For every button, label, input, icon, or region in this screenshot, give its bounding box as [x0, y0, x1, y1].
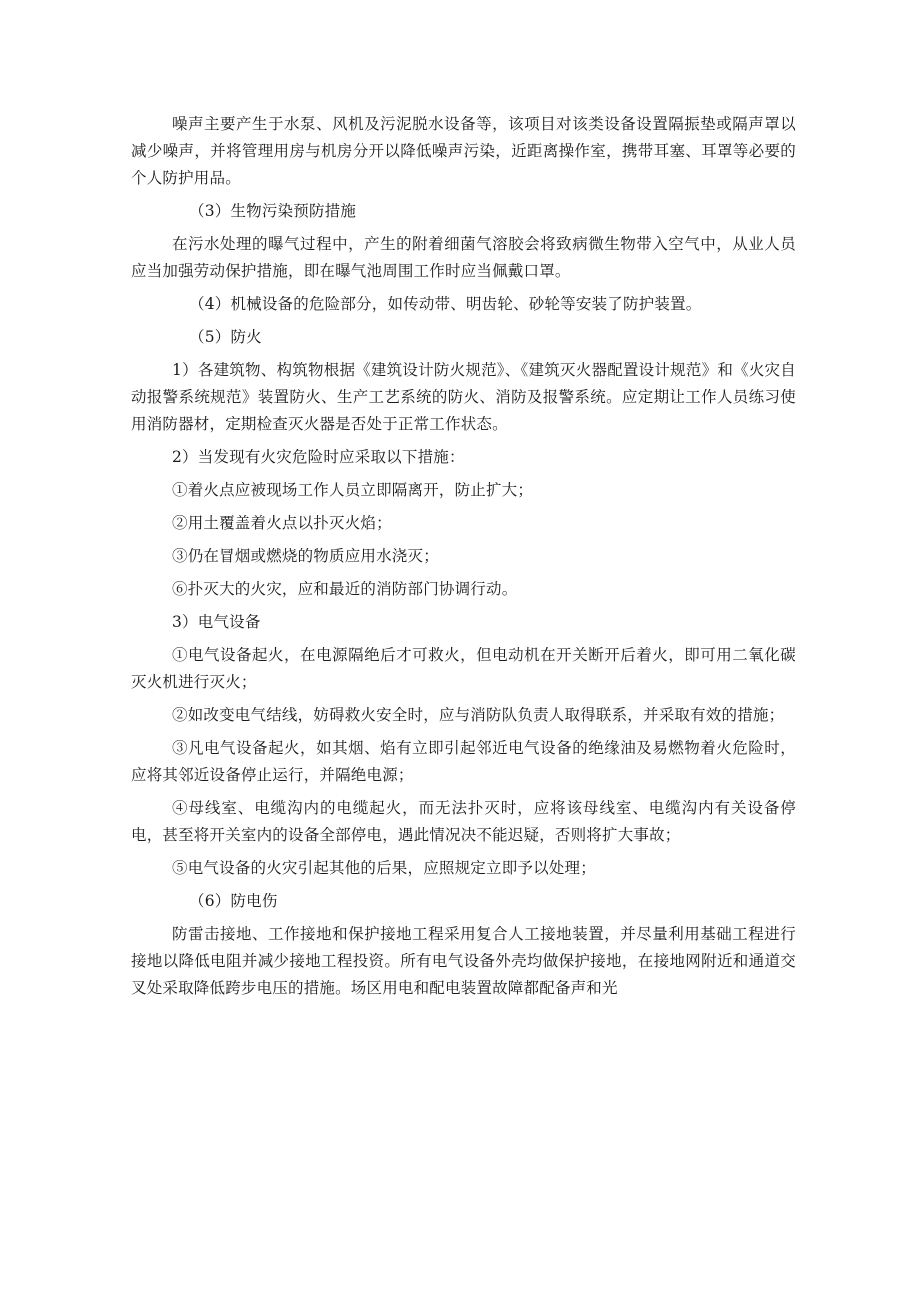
- paragraph-fire-regulations: 1）各建筑物、构筑物根据《建筑设计防火规范》、《建筑灭火器配置设计规范》和《火灾自动报警系统规范》装置防火、生产工艺系统的防火、消防及报警系统。应定期让工作人员练习使用消防器材，定期检查灭火器是否处于正常工作状态。: [131, 361, 796, 433]
- list-item-electrical-4: ④母线室、电缆沟内的电缆起火，而无法扑灭时，应将该母线室、电缆沟内有关设备停电，甚至将开关室内的设备全部停电，遇此情况决不能迟疑，否则将扩大事故；: [131, 799, 796, 844]
- list-item-electrical-2: ②如改变电气结线，妨碍救火安全时，应与消防队负责人取得联系，并采取有效的措施；: [172, 706, 785, 724]
- paragraph-fire-measures-intro: 2）当发现有火灾危险时应采取以下措施：: [172, 448, 465, 466]
- heading-electric-injury: （6）防电伤: [189, 892, 278, 910]
- paragraph-aeration-protection: 在污水处理的曝气过程中，产生的附着细菌气溶胶会将致病微生物带入空气中，从业人员应当加强劳动保护措施，即在曝气池周围工作时应当佩戴口罩。: [131, 235, 796, 280]
- list-item-electrical-1: ①电气设备起火，在电源隔绝后才可救火，但电动机在开关断开后着火，即可用二氧化碳灭火机进行灭火；: [131, 646, 796, 691]
- list-item-electrical-3: ③凡电气设备起火，如其烟、焰有立即引起邻近电气设备的绝缘油及易燃物着火危险时，应将其邻近设备停止运行，并隔绝电源；: [131, 739, 796, 784]
- heading-fire-prevention: （5）防火: [189, 328, 262, 346]
- paragraph-noise-control: 噪声主要产生于水泵、风机及污泥脱水设备等，该项目对该类设备设置隔振垫或隔声罩以减少噪声，并将管理用房与机房分开以降低噪声污染，近距离操作室，携带耳塞、耳罩等必要的个人防护用品。: [131, 115, 796, 187]
- heading-biological-pollution: （3）生物污染预防措施: [189, 202, 357, 220]
- paragraph-grounding: 防雷击接地、工作接地和保护接地工程采用复合人工接地装置，并尽量利用基础工程进行接地以降低电阻并减少接地工程投资。所有电气设备外壳均做保护接地，在接地网附近和通道交叉处采取降低跨步电压的措施。场区用电和配电装置故障都配备声和光: [131, 925, 796, 997]
- list-item-fire-6: ⑥扑灭大的火灾，应和最近的消防部门协调行动。: [172, 580, 518, 598]
- list-item-fire-2: ②用土覆盖着火点以扑灭火焰；: [172, 514, 392, 532]
- list-item-fire-3: ③仍在冒烟或燃烧的物质应用水浇灭；: [172, 547, 439, 565]
- paragraph-mechanical-guards: （4）机械设备的危险部分，如传动带、明齿轮、砂轮等安装了防护装置。: [189, 295, 702, 313]
- document-body: [131, 111, 796, 1008]
- list-item-electrical-5: ⑤电气设备的火灾引起其他的后果，应照规定立即予以处理；: [172, 859, 596, 877]
- list-item-fire-1: ①着火点应被现场工作人员立即隔离开，防止扩大；: [172, 481, 534, 499]
- heading-electrical-equipment: 3）电气设备: [172, 613, 261, 631]
